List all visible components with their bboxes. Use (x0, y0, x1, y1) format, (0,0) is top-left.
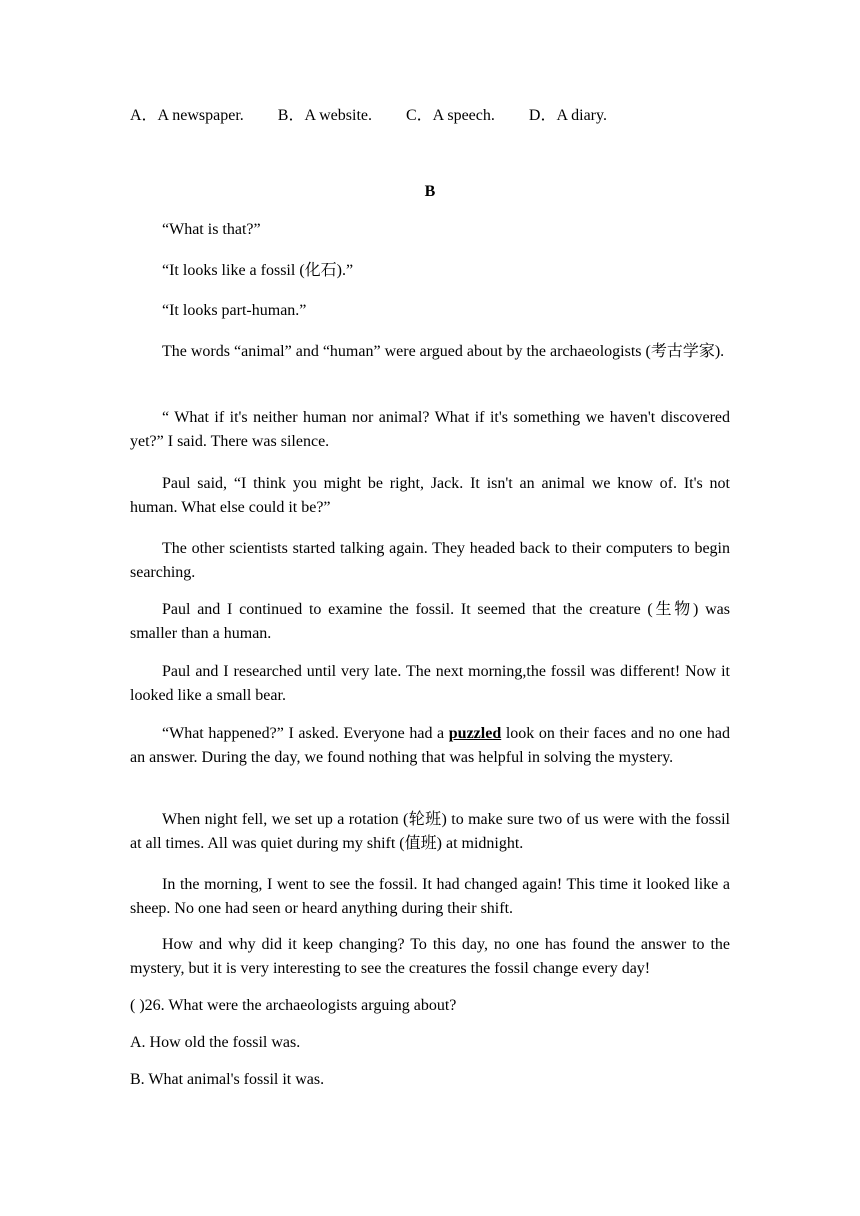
option-c: C．A speech. (406, 107, 495, 124)
passage-paragraph-8: Paul and I continued to examine the fossil. It seemed that the creature (生物) was smaller than a human. (130, 601, 730, 642)
previous-question-options (130, 106, 641, 126)
passage-paragraph-1: “What is that?” (162, 221, 261, 238)
passage-paragraph-10 (130, 722, 730, 770)
paragraph-10-end: look on their faces and no one had an answer. During the day, we found nothing that was helpful in solving the mystery. (130, 725, 730, 766)
section-title: B (424, 183, 436, 200)
question-26-option-a: A. How old the fossil was. (130, 1034, 301, 1051)
passage-paragraph-6: Paul said, “I think you might be right, Jack. It isn't an animal we know of. It's not human. What else could it be?” (130, 475, 730, 516)
passage-paragraph-5: “ What if it's neither human nor animal? What if it's something we haven't discovered yet?” I said. There was silence. (130, 409, 730, 450)
passage-paragraph-11: When night fell, we set up a rotation (轮班) to make sure two of us were with the fossil at all times. All was quiet during my shift (值班) at midnight. (130, 811, 730, 852)
paragraph-10-start: “What happened?” I asked. Everyone had a (162, 725, 449, 742)
passage-paragraph-9: Paul and I researched until very late. The next morning,the fossil was different! Now it looked like a small bear. (130, 663, 730, 704)
question-26-option-b: B. What animal's fossil it was. (130, 1071, 325, 1088)
passage-paragraph-12: In the morning, I went to see the fossil. It had changed again! This time it looked like a sheep. No one had seen or heard anything during their shift. (130, 876, 730, 917)
passage-paragraph-7: The other scientists started talking again. They headed back to their computers to begin searching. (130, 540, 730, 581)
passage-paragraph-4: The words “animal” and “human” were argued about by the archaeologists (考古学家). (162, 343, 725, 360)
passage-paragraph-13: How and why did it keep changing? To this day, no one has found the answer to the mystery, but it is very interesting to see the creatures the fossil change every day! (130, 936, 730, 977)
passage-paragraph-2: “It looks like a fossil (化石).” (162, 262, 354, 279)
option-b: B．A website. (277, 107, 372, 124)
keyword-puzzled: puzzled (448, 725, 502, 742)
option-a: A．A newspaper. (130, 107, 244, 124)
passage-paragraph-3: “It looks part-human.” (162, 302, 307, 319)
question-26-stem: ( )26. What were the archaeologists arguing about? (130, 997, 457, 1014)
option-d: D．A diary. (528, 107, 607, 124)
